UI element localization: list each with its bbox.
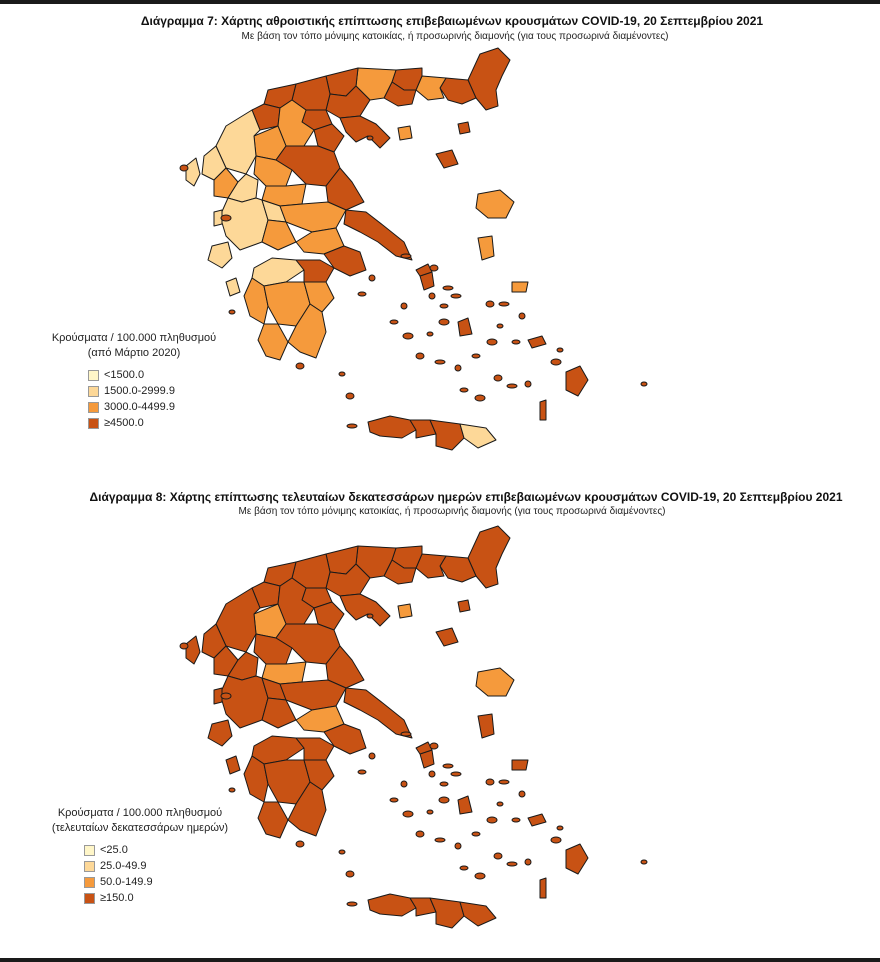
legend-label: <1500.0 — [104, 369, 145, 381]
island — [401, 254, 411, 258]
region-zakynthos — [226, 756, 240, 774]
island — [475, 873, 485, 879]
region-kefallonia — [208, 720, 232, 746]
island — [451, 772, 461, 776]
map-title: Διάγραμμα 8: Χάρτης επίπτωσης τελευταίων δεκατεσσάρων ημερών επιβεβαιωμένων κρουσμάτων COVID-19, 20 Σεπτεμβρίου 2021 — [89, 490, 843, 504]
island — [507, 862, 517, 866]
island — [358, 770, 366, 774]
island — [429, 771, 435, 777]
legend-label: ≥150.0 — [100, 892, 134, 904]
island — [519, 313, 525, 319]
region-fokida — [262, 220, 296, 250]
island — [369, 753, 375, 759]
region-kos — [528, 814, 546, 826]
legend-subtitle: (τελευταίων δεκατεσσάρων ημερών) — [51, 822, 229, 834]
island — [401, 732, 411, 736]
region-chalkidiki — [340, 594, 390, 626]
island — [435, 838, 445, 842]
island — [494, 853, 502, 859]
region-kefallonia — [208, 242, 232, 268]
island — [416, 831, 424, 837]
island — [507, 384, 517, 388]
region-chios — [478, 714, 494, 738]
island — [439, 319, 449, 325]
island — [367, 614, 373, 618]
legend-item — [88, 415, 224, 431]
island — [439, 797, 449, 803]
island — [497, 802, 503, 806]
island — [367, 136, 373, 140]
legend-swatch — [84, 893, 95, 904]
legend-swatch — [88, 402, 99, 413]
region-chios — [478, 236, 494, 260]
region-karpathos — [540, 400, 546, 420]
legend-swatch — [88, 370, 99, 381]
map-subtitle: Με βάση τον τόπο μόνιμης κατοικίας, ή προσωρινής διαμονής (για τους προσωρινά διαμένοντες) — [241, 31, 669, 42]
island — [641, 860, 647, 864]
island — [494, 375, 502, 381]
island — [347, 902, 357, 906]
island — [339, 850, 345, 854]
region-fokida — [262, 698, 296, 728]
legend-item — [84, 842, 240, 858]
region-naxos — [458, 796, 472, 814]
island — [472, 832, 480, 836]
region-fthiotida — [280, 202, 346, 232]
island — [430, 743, 438, 749]
island — [460, 388, 468, 392]
region-messinia — [258, 802, 288, 838]
island — [455, 843, 461, 849]
island — [557, 348, 563, 352]
island — [499, 302, 509, 306]
legend-item — [88, 367, 224, 383]
legend-swatch — [84, 861, 95, 872]
island — [451, 294, 461, 298]
island — [180, 643, 188, 649]
legend-item — [88, 383, 224, 399]
region-evros — [468, 48, 510, 110]
island — [221, 215, 231, 221]
region-chania — [368, 894, 416, 916]
island — [440, 304, 448, 308]
region-lesvos — [476, 668, 514, 696]
region-zakynthos — [226, 278, 240, 296]
legend-item — [84, 858, 240, 874]
island — [403, 333, 413, 339]
legend-swatch — [88, 418, 99, 429]
island — [512, 340, 520, 344]
map-subtitle: Με βάση τον τόπο μόνιμης κατοικίας, ή προσωρινής διαμονής (για τους προσωρινά διαμένοντες) — [238, 506, 666, 517]
region-thasos — [398, 126, 412, 140]
region-karpathos — [540, 878, 546, 898]
legend-label: 25.0-49.9 — [100, 860, 147, 872]
region-chania — [368, 416, 416, 438]
island — [435, 360, 445, 364]
island — [296, 841, 304, 847]
island — [499, 780, 509, 784]
bottom-border — [0, 958, 880, 962]
island — [229, 788, 235, 792]
region-fthiotida — [280, 680, 346, 710]
legend-label: 1500.0-2999.9 — [104, 385, 175, 397]
region-lesvos — [476, 190, 514, 218]
island — [347, 424, 357, 428]
region-evros — [468, 526, 510, 588]
region-irakleio — [430, 898, 464, 928]
region-samos — [512, 282, 528, 292]
island — [551, 837, 561, 843]
region-rodos — [566, 844, 588, 874]
island — [443, 286, 453, 290]
island — [403, 811, 413, 817]
island — [443, 764, 453, 768]
map-panel-cumulative — [0, 6, 880, 476]
island — [519, 791, 525, 797]
island — [472, 354, 480, 358]
legend-swatch — [84, 845, 95, 856]
region-naxos — [458, 318, 472, 336]
island — [497, 324, 503, 328]
legend-item — [84, 890, 240, 906]
legend-item — [88, 399, 224, 415]
region-lasithi — [460, 424, 496, 448]
island — [430, 265, 438, 271]
region-chalkidiki — [340, 116, 390, 148]
island — [390, 320, 398, 324]
legend-swatch — [84, 877, 95, 888]
island — [551, 359, 561, 365]
legend-label: 3000.0-4499.9 — [104, 401, 175, 413]
island — [221, 693, 231, 699]
island — [557, 826, 563, 830]
region-samos — [512, 760, 528, 770]
island — [475, 395, 485, 401]
island — [229, 310, 235, 314]
legend-subtitle: (από Μάρτιο 2020) — [87, 347, 181, 359]
map-legend — [40, 806, 240, 906]
island — [440, 782, 448, 786]
island — [369, 275, 375, 281]
island — [346, 871, 354, 877]
island — [358, 292, 366, 296]
island — [487, 339, 497, 345]
legend-title: Κρούσματα / 100.000 πληθυσμού — [57, 807, 223, 819]
map-panel-14day — [0, 484, 880, 954]
region-irakleio — [430, 420, 464, 450]
island — [487, 817, 497, 823]
region-rodos — [566, 366, 588, 396]
island — [416, 353, 424, 359]
island — [339, 372, 345, 376]
island — [296, 363, 304, 369]
legend-label: 50.0-149.9 — [100, 876, 153, 888]
island — [512, 818, 520, 822]
island — [460, 866, 468, 870]
legend-swatch — [88, 386, 99, 397]
map-legend — [44, 331, 224, 431]
island — [401, 781, 407, 787]
region-limnos — [436, 628, 458, 646]
island — [455, 365, 461, 371]
region-kos — [528, 336, 546, 348]
island — [525, 859, 531, 865]
island — [180, 165, 188, 171]
legend-label: <25.0 — [100, 844, 128, 856]
region-kerkyra — [186, 636, 200, 664]
island — [427, 332, 433, 336]
legend-label: ≥4500.0 — [104, 417, 144, 429]
region-samothraki — [458, 600, 470, 612]
region-samothraki — [458, 122, 470, 134]
island — [486, 301, 494, 307]
region-thasos — [398, 604, 412, 618]
top-border — [0, 0, 880, 4]
island — [429, 293, 435, 299]
island — [390, 798, 398, 802]
island — [401, 303, 407, 309]
island — [486, 779, 494, 785]
island — [346, 393, 354, 399]
legend-title: Κρούσματα / 100.000 πληθυσμού — [51, 332, 217, 344]
island — [525, 381, 531, 387]
region-kerkyra — [186, 158, 200, 186]
region-limnos — [436, 150, 458, 168]
legend-item — [84, 874, 240, 890]
island — [641, 382, 647, 386]
island — [427, 810, 433, 814]
region-lasithi — [460, 902, 496, 926]
region-messinia — [258, 324, 288, 360]
map-title: Διάγραμμα 7: Χάρτης αθροιστικής επίπτωσης επιβεβαιωμένων κρουσμάτων COVID-19, 20 Σεπτεμβρίου 2021 — [140, 14, 764, 28]
